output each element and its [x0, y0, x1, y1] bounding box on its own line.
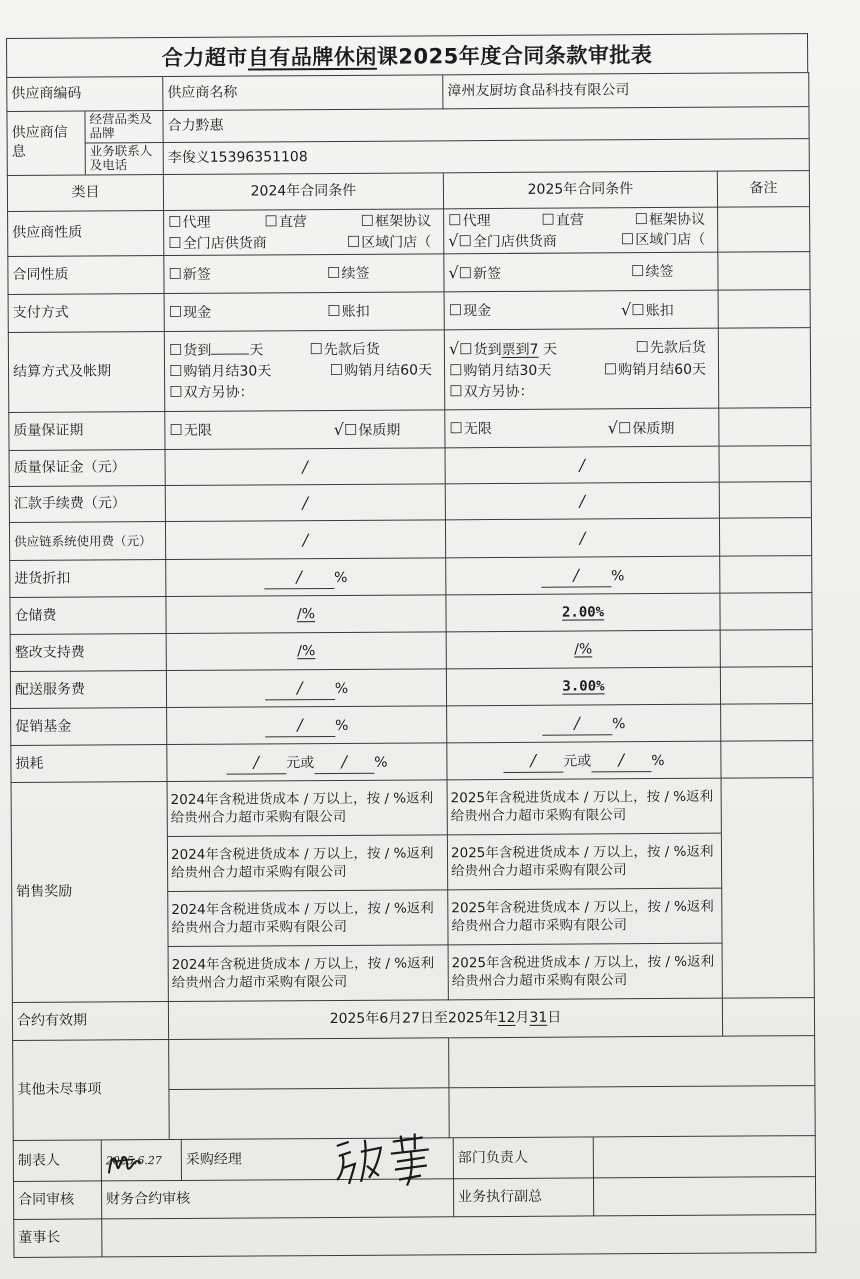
opt-framework-2025: ☐框架协议 — [634, 209, 706, 228]
contract-review-label: 合同审核 — [13, 1181, 101, 1220]
purchase-manager-cell — [181, 1139, 453, 1181]
other-cell — [449, 1086, 815, 1138]
remark-cell — [718, 252, 810, 291]
other-row — [13, 1036, 815, 1091]
rebate-2025-tier: 2025年含税进货成本 / 万以上，按 / %返利给贵州合力超市采购有限公司 — [448, 943, 722, 1000]
renovation-row — [10, 630, 812, 672]
deposit-2025: / — [445, 446, 719, 484]
remark-cell — [720, 667, 812, 705]
warranty-row — [9, 408, 811, 451]
settlement-2024: ☐货到 天 ☐先款后货 ☐购销月结30天 ☐购销月结60天 ☐双方另协： — [164, 330, 444, 412]
remark-cell — [718, 290, 810, 329]
remark-cell — [720, 593, 812, 631]
rebate-2025-tier: 2025年含税进货成本 / 万以上，按 / %返利给贵州合力超市采购有限公司 — [447, 778, 721, 835]
check-mark-icon: √ — [448, 339, 460, 359]
discount-2025: / % — [446, 556, 720, 595]
remark-cell — [721, 778, 814, 999]
remark-header: 备注 — [717, 170, 809, 207]
remit-fee-label: 汇款手续费（元） — [9, 486, 165, 523]
discount-row — [10, 556, 812, 598]
supplier-brand-row — [7, 107, 809, 144]
category-header: 类目 — [7, 174, 163, 211]
vp-signature — [593, 1176, 815, 1215]
supplier-row — [7, 73, 809, 112]
supplier-nature-row — [8, 206, 810, 257]
supplier-name-value: 漳州友厨坊食品科技有限公司 — [443, 73, 809, 109]
validity-row — [12, 998, 814, 1041]
form-title — [6, 33, 808, 77]
opt-shelf-2024-checked: √☐保质期 — [333, 419, 401, 439]
warranty-label: 质量保证期 — [9, 412, 165, 451]
promo-2025: / % — [447, 704, 721, 743]
loss-row — [11, 741, 813, 783]
deposit-2024: / — [165, 448, 445, 486]
supplier-name-label: 供应商名称 — [163, 75, 443, 111]
validity-label: 合约有效期 — [12, 1002, 168, 1041]
supplier-nature-2025 — [444, 207, 718, 254]
settlement-row — [8, 328, 810, 413]
opt-direct-2025: ☐直营 — [541, 210, 584, 229]
approval-table — [6, 72, 815, 1141]
purchase-manager-label: 采购经理 — [185, 1151, 242, 1168]
remark-cell — [721, 741, 813, 779]
other-label: 其他未尽事项 — [13, 1040, 170, 1141]
rebate-2024-tier: 2024年含税进货成本 / 万以上，按 / %返利给贵州合力超市采购有限公司 — [168, 890, 448, 947]
check-mark-icon: √ — [448, 231, 459, 251]
supplier-contact-row — [7, 138, 809, 175]
delivery-row — [10, 667, 812, 709]
warranty-2025: ☐无限 √☐保质期 — [445, 408, 719, 448]
loss-2024: / 元或 / % — [167, 743, 447, 782]
opt-direct-2024: ☐直营 — [264, 212, 307, 231]
other-cell — [449, 1036, 815, 1088]
remark-cell — [718, 206, 810, 252]
preparer-signature — [101, 1140, 181, 1180]
preparer-label: 制表人 — [13, 1141, 101, 1182]
title-department: 自有品牌休闲 — [247, 44, 377, 70]
scm-fee-2025: / — [445, 518, 719, 558]
rebate-label: 销售奖励 — [11, 782, 168, 1003]
check-mark-icon: √ — [333, 419, 345, 439]
remark-cell — [719, 446, 811, 483]
header-row — [7, 170, 809, 211]
payment-label: 支付方式 — [8, 294, 164, 333]
contract-nature-2025: √☐新签 ☐续签 — [444, 252, 718, 292]
loss-2025: / 元或 / % — [447, 741, 721, 780]
contact-label: 业务联系人及电话 — [85, 142, 163, 174]
promo-row — [11, 704, 813, 746]
warranty-2024: ☐无限 √☐保质期 — [165, 410, 445, 450]
remit-fee-2025: / — [445, 482, 719, 520]
chairman-label: 董事长 — [14, 1219, 102, 1258]
chairman-signature — [102, 1214, 816, 1256]
scm-fee-label: 供应链系统使用费（元） — [9, 522, 165, 561]
opt-framework-2024: ☐框架协议 — [360, 211, 432, 230]
scm-fee-2024: / — [165, 520, 445, 560]
signoff-row-2 — [13, 1176, 815, 1219]
validity-value: 2025年6月27日至2025年12月31日 — [168, 998, 722, 1039]
check-mark-icon: √ — [607, 418, 618, 438]
contract-nature-row — [8, 252, 810, 295]
deposit-row — [9, 446, 811, 487]
other-cell — [169, 1038, 449, 1090]
remark-cell — [719, 408, 811, 447]
deposit-label: 质量保证金（元） — [9, 450, 165, 487]
signoff-row-3 — [14, 1214, 816, 1257]
remark-cell — [719, 518, 811, 557]
rebate-2024-tier: 2024年含税进货成本 / 万以上，按 / %返利给贵州合力超市采购有限公司 — [168, 945, 448, 1002]
other-cell — [169, 1088, 449, 1140]
promo-label: 促销基金 — [11, 708, 167, 746]
settlement-label: 结算方式及帐期 — [8, 332, 164, 413]
finance-review-label: 财务合约审核 — [101, 1179, 453, 1219]
settlement-2025: √☐货到票到7 天 ☐先款后货 ☐购销月结30天 ☐购销月结60天 ☐双方另协： — [444, 328, 718, 410]
renovation-label: 整改支持费 — [10, 634, 166, 672]
opt-shelf-2025-checked: √☐保质期 — [607, 418, 675, 438]
dept-head-label: 部门负责人 — [453, 1138, 593, 1179]
rebate-2024-tier: 2024年含税进货成本 / 万以上，按 / %返利给贵州合力超市采购有限公司 — [167, 835, 447, 892]
storage-row — [10, 593, 812, 635]
check-mark-icon: √ — [448, 263, 459, 283]
remit-fee-2024: / — [165, 484, 445, 522]
supplier-nature-2024 — [164, 208, 444, 255]
opt-new-2025-checked: √☐新签 — [448, 263, 502, 283]
delivery-2025: 3.00% — [446, 667, 720, 706]
rebate-2025-tier: 2025年含税进货成本 / 万以上，按 / %返利给贵州合力超市采购有限公司 — [448, 888, 722, 945]
discount-label: 进货折扣 — [10, 560, 166, 598]
rebate-2025-tier: 2025年含税进货成本 / 万以上，按 / %返利给贵州合力超市采购有限公司 — [447, 833, 721, 890]
supplier-code-label: 供应商编码 — [7, 77, 163, 112]
discount-2024: / % — [166, 558, 446, 597]
promo-2024: / % — [167, 706, 447, 745]
storage-2025: 2.00% — [446, 593, 720, 632]
storage-2024: /% — [166, 595, 446, 634]
opt-agent-2025: ☐代理 — [448, 210, 491, 229]
remit-fee-row — [9, 482, 811, 523]
col-2025-header: 2025年合同条件 — [443, 171, 717, 209]
signoff-table — [13, 1136, 817, 1257]
remark-cell — [718, 328, 810, 409]
opt-deduct-2025-checked: √☐账扣 — [620, 300, 674, 320]
vp-label: 业务执行副总 — [453, 1178, 593, 1217]
title-suffix: 课2025年度合同条款审批表 — [376, 43, 653, 69]
payment-2024: ☐现金 ☐账扣 — [164, 292, 444, 332]
preparer-date: 2025.6.27 — [105, 1153, 162, 1167]
payment-2025: ☐现金 √☐账扣 — [444, 290, 718, 330]
opt-allstore-2025-checked: √☐全门店供货商 — [448, 231, 557, 251]
contact-value: 李俊义15396351108 — [163, 138, 809, 174]
remark-cell — [721, 704, 813, 742]
rebate-row — [11, 778, 813, 838]
supplier-info-label: 供应商信息 — [7, 111, 85, 175]
opt-region-2024: ☐区域门店（ — [346, 232, 432, 251]
remark-cell — [722, 998, 814, 1037]
dept-head-signature — [593, 1136, 815, 1177]
brand-label: 经营品类及品牌 — [85, 111, 163, 143]
opt-agent-2024: ☐代理 — [168, 212, 211, 232]
signoff-row-1 — [13, 1136, 815, 1181]
contract-nature-label: 合同性质 — [8, 256, 164, 295]
supplier-nature-label: 供应商性质 — [8, 210, 164, 257]
delivery-2024: / % — [166, 669, 446, 708]
contract-nature-2024: ☐新签 ☐续签 — [164, 254, 444, 294]
title-store: 合力超市 — [161, 45, 248, 71]
delivery-label: 配送服务费 — [10, 671, 166, 709]
remark-cell — [720, 556, 812, 594]
opt-allstore-2024: ☐全门店供货商 — [168, 233, 267, 252]
rebate-2024-tier: 2024年含税进货成本 / 万以上，按 / %返利给贵州合力超市采购有限公司 — [167, 780, 447, 837]
remark-cell — [719, 482, 811, 519]
check-mark-icon: √ — [620, 300, 632, 320]
opt-arrival-2025-checked: √☐货到票到7 天 — [448, 339, 557, 359]
brand-value: 合力黔惠 — [163, 107, 809, 143]
renovation-2025: /% — [446, 630, 720, 669]
renovation-2024: /% — [166, 632, 446, 671]
opt-region-2025: ☐区域门店（ — [620, 230, 706, 249]
scm-fee-row — [9, 518, 811, 561]
loss-label: 损耗 — [11, 745, 167, 783]
payment-row — [8, 290, 810, 333]
remark-cell — [720, 630, 812, 668]
approval-form — [6, 33, 815, 1258]
storage-label: 仓储费 — [10, 597, 166, 635]
col-2024-header: 2024年合同条件 — [163, 172, 443, 210]
